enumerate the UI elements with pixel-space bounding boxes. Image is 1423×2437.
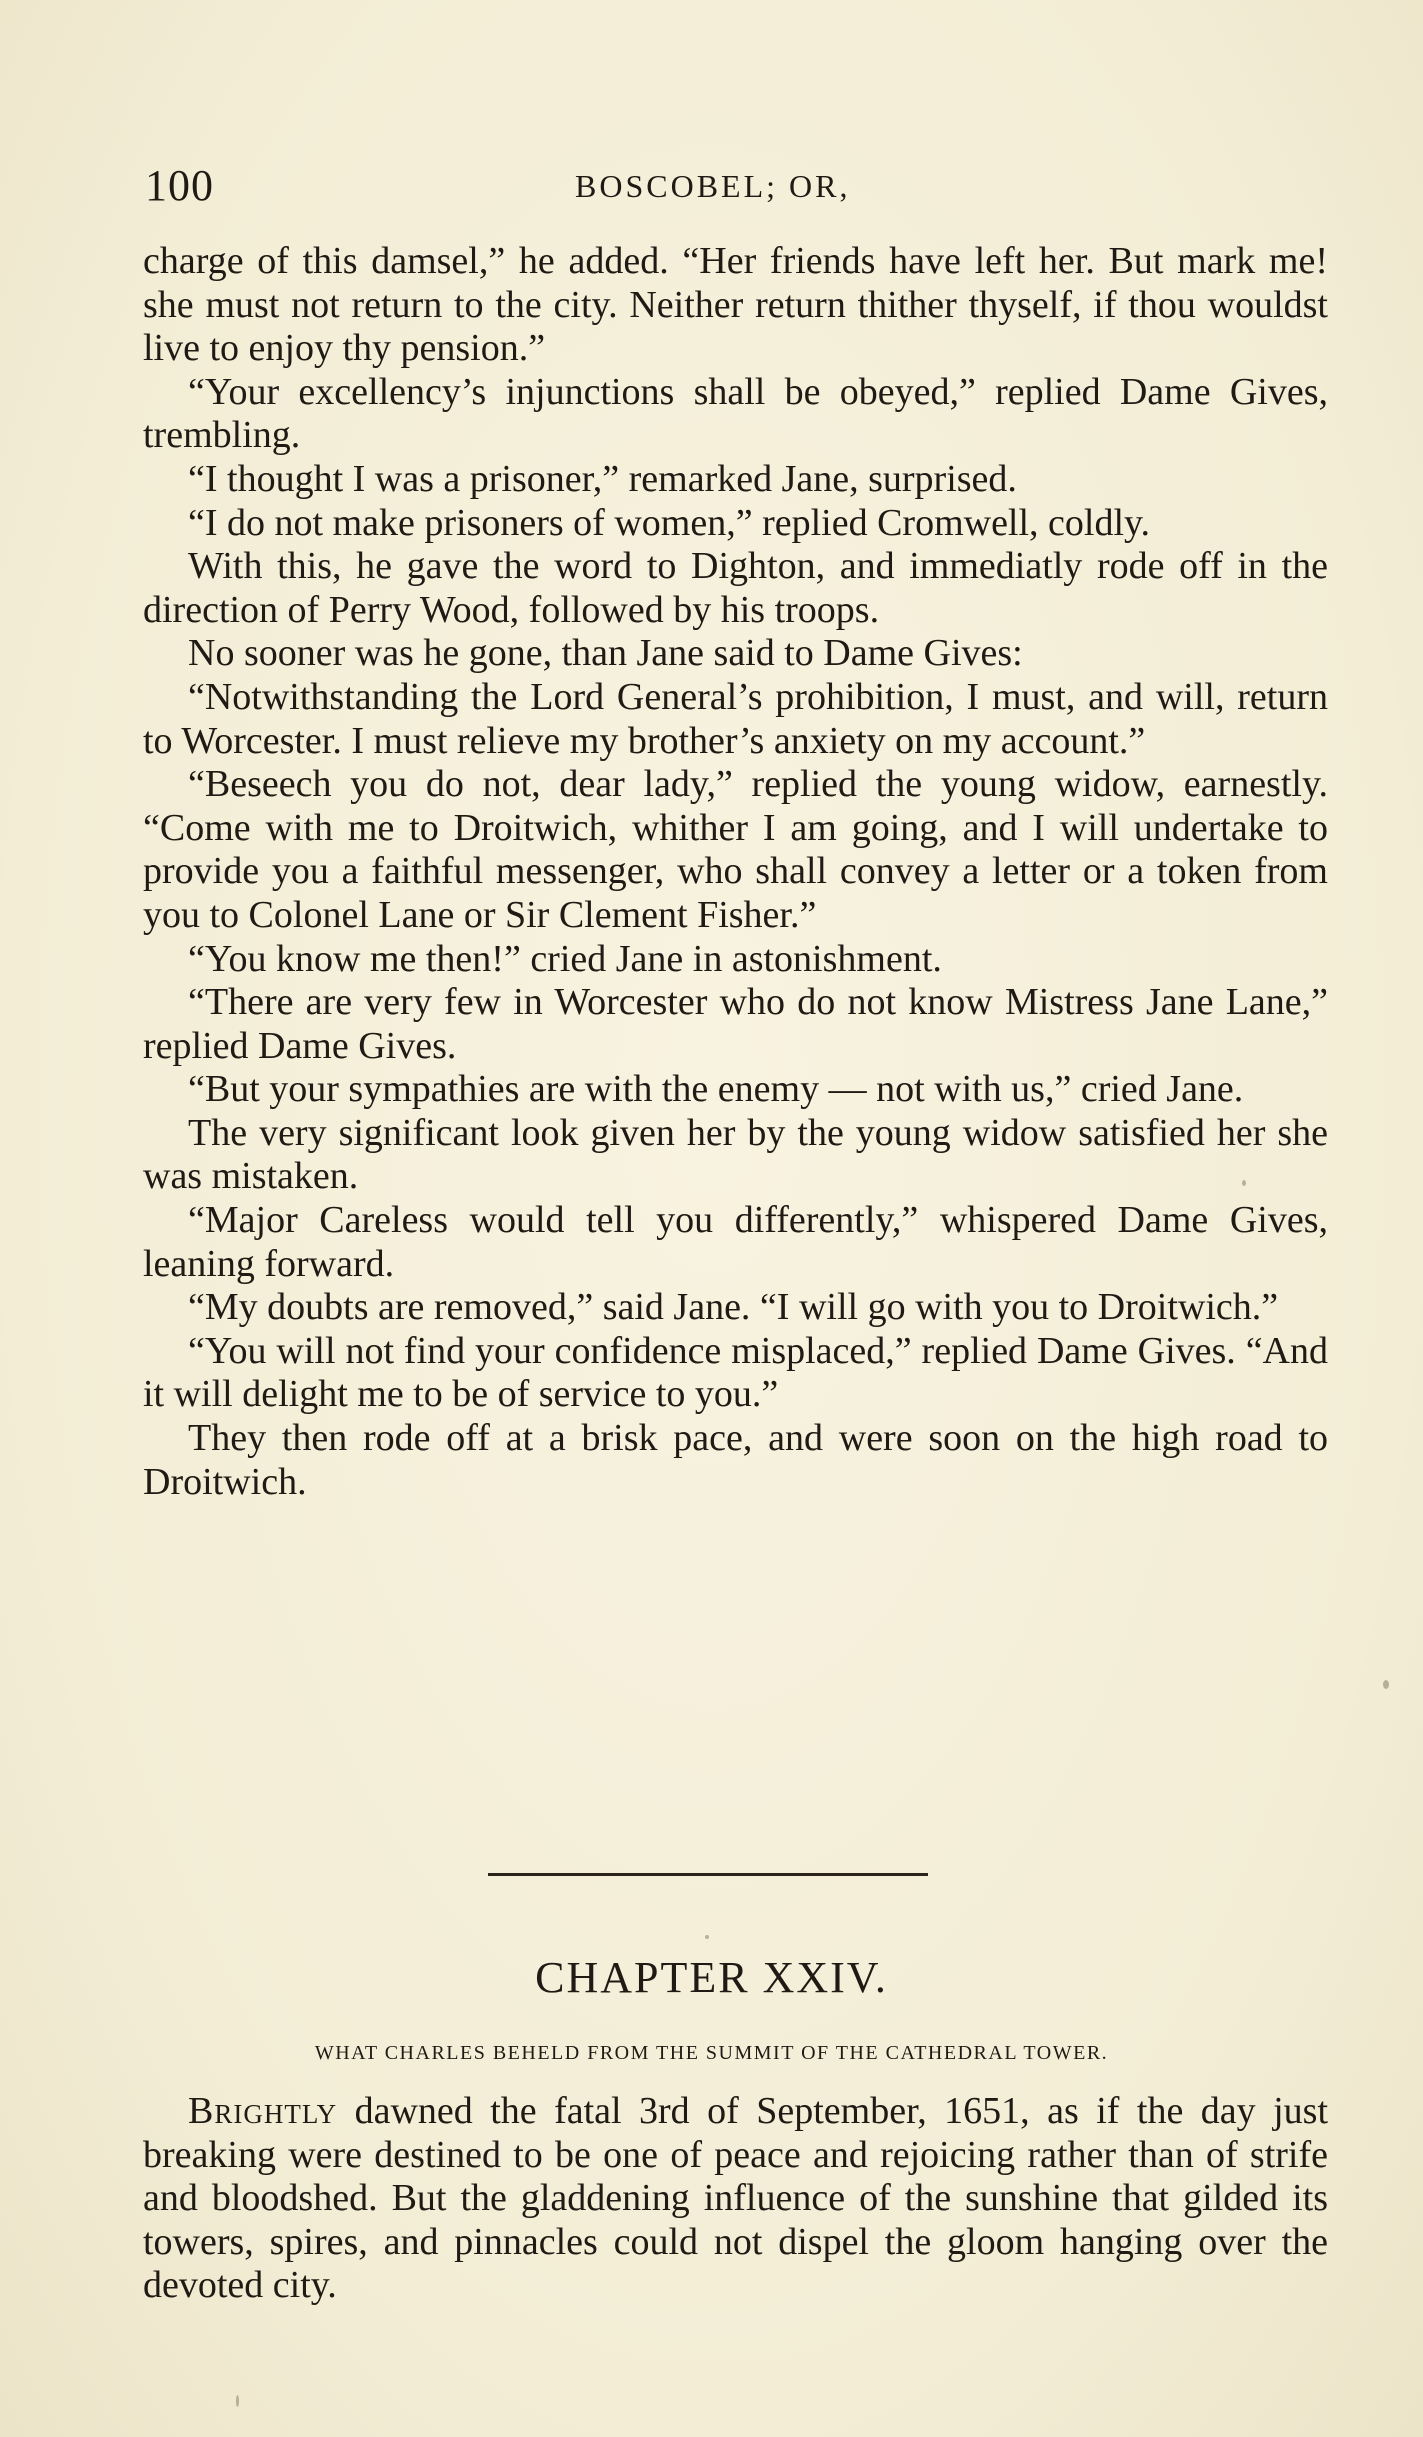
chapter-opening-text: dawned the fatal 3rd of September, 1651, as if the day just breaking were destined to be one of peace and rejoicing rather than of strife and bloodshed. But the gladdening influence of the sunshine that gilded its towers, spires, and pinnacles could not dispel the gloom hanging over the devoted city. [143,2090,1328,2307]
paragraph: “I thought I was a prisoner,” remarked Jane, surprised. [188,457,1017,500]
running-title: BOSCOBEL; OR, [575,168,851,204]
paragraph: “Major Careless would tell you differently,” whispered Dame Gives, leaning forward. [143,1199,1328,1285]
paragraph: With this, he gave the word to Dighton, and immediatly rode off in the direction of Perry Wood, followed by his troops. [143,545,1328,631]
paragraph: “Notwithstanding the Lord General’s prohibition, I must, and will, return to Worcester. I must relieve my brother’s anxiety on my account.” [143,675,1328,762]
paragraph: charge of this damsel,” he added. “Her friends have left her. But mark me! she must not return to the city. Neither return thither thyself, if thou wouldst live to enjoy thy pension.” [143,240,1328,370]
chapter-lead-word: Brightly [188,2090,338,2132]
paper-speck [1242,1180,1246,1186]
paragraph: “Your excellency’s injunctions shall be obeyed,” replied Dame Gives, trembling. [143,370,1328,457]
paper-speck [1383,1680,1389,1689]
paper-speck [236,2395,239,2407]
chapter-heading: CHAPTER XXIV. [535,1953,888,2002]
chapter-opening-paragraph [143,2090,1328,2308]
paragraph: “You will not find your confidence misplaced,” replied Dame Gives. “And it will delight me to be of service to you.” [143,1329,1328,1416]
paragraph: “Beseech you do not, dear lady,” replied the young widow, earnestly. “Come with me to Droitwich, whither I am going, and I will undertake to provide you a faithful messenger, who shall convey a letter or a token from you to Colonel Lane or Sir Clement Fisher.” [143,763,1328,936]
paragraph: They then rode off at a brisk pace, and were soon on the high road to Droitwich. [143,1417,1328,1503]
paragraph: “There are very few in Worcester who do not know Mistress Jane Lane,” replied Dame Gives. [143,981,1328,1067]
paragraph: “But your sympathies are with the enemy — not with us,” cried Jane. [188,1068,1244,1111]
chapter-subtitle: WHAT CHARLES BEHELD FROM THE SUMMIT OF THE CATHEDRAL TOWER. [314,2042,1109,2064]
paper-speck [705,1935,709,1939]
running-head [145,160,1325,210]
body-text [143,240,1328,1504]
paragraph: “My doubts are removed,” said Jane. “I will go with you to Droitwich.” [188,1286,1279,1329]
paragraph: “You know me then!” cried Jane in astonishment. [188,937,942,980]
chapter-opening [143,2090,1328,2308]
section-divider-rule [488,1873,928,1876]
page-number: 100 [145,161,214,210]
paragraph: No sooner was he gone, than Jane said to Dame Gives: [188,632,1023,675]
paragraph: “I do not make prisoners of women,” replied Cromwell, coldly. [188,501,1151,544]
paragraph: The very significant look given her by the young widow satisfied her she was mistaken. [143,1111,1328,1198]
